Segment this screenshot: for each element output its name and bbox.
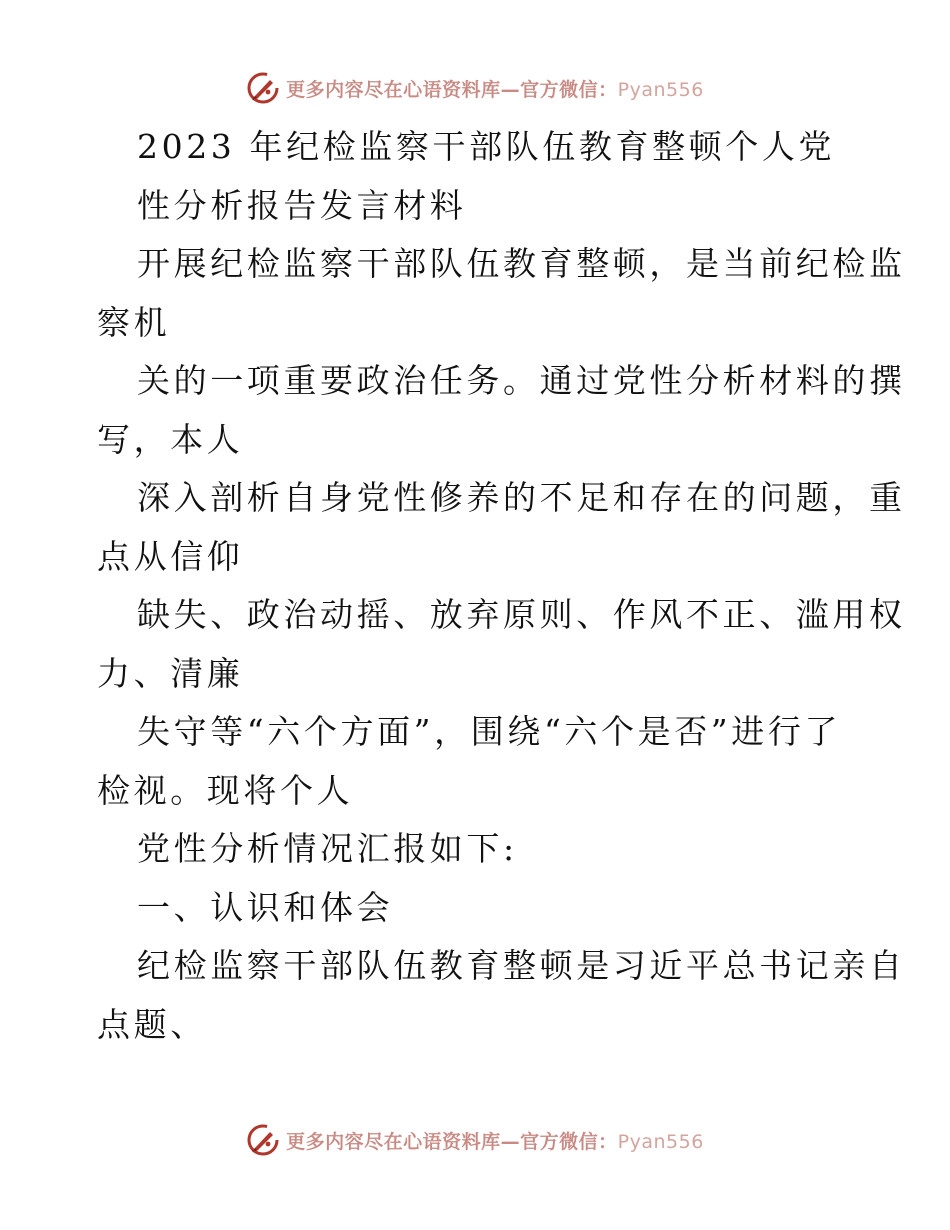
text-line: 开展纪检监察干部队伍教育整顿，是当前纪检监 <box>137 244 906 283</box>
text-line: 察机 <box>97 302 171 342</box>
text-line: 点题、 <box>97 1004 207 1044</box>
text-line: 深入剖析自身党性修养的不足和存在的问题，重 <box>137 478 906 517</box>
header-watermark <box>0 70 950 106</box>
quill-seal-icon <box>246 1123 280 1157</box>
text-line: 性分析报告发言材料 <box>137 185 467 225</box>
watermark-text: 更多内容尽在心语资料库—官方微信： <box>286 1130 618 1153</box>
document-body <box>97 118 906 1054</box>
watermark-text: 更多内容尽在心语资料库—官方微信： <box>286 78 618 101</box>
watermark-wechat-id: Pyan556 <box>617 1130 704 1153</box>
text-line: 缺失、政治动摇、放弃原则、作风不正、滥用权 <box>137 595 906 634</box>
text-line: 党性分析情况汇报如下: <box>137 829 518 868</box>
text-line: 点从信仰 <box>97 536 244 576</box>
footer-watermark <box>0 1122 950 1158</box>
text-line: 检视。现将个人 <box>97 770 354 810</box>
text-line: 写，本人 <box>97 419 244 459</box>
text-line: 一、认识和体会 <box>137 887 394 927</box>
quill-seal-icon <box>246 71 280 105</box>
text-line: 失守等“六个方面”，围绕“六个是否”进行了 <box>137 712 842 751</box>
text-line: 纪检监察干部队伍教育整顿是习近平总书记亲自 <box>137 946 906 985</box>
text-line: 力、清廉 <box>97 653 244 693</box>
text-line: 2023 年纪检监察干部队伍教育整顿个人党 <box>137 127 836 166</box>
watermark-wechat-id: Pyan556 <box>617 78 704 101</box>
text-line: 关的一项重要政治任务。通过党性分析材料的撰 <box>137 361 906 400</box>
